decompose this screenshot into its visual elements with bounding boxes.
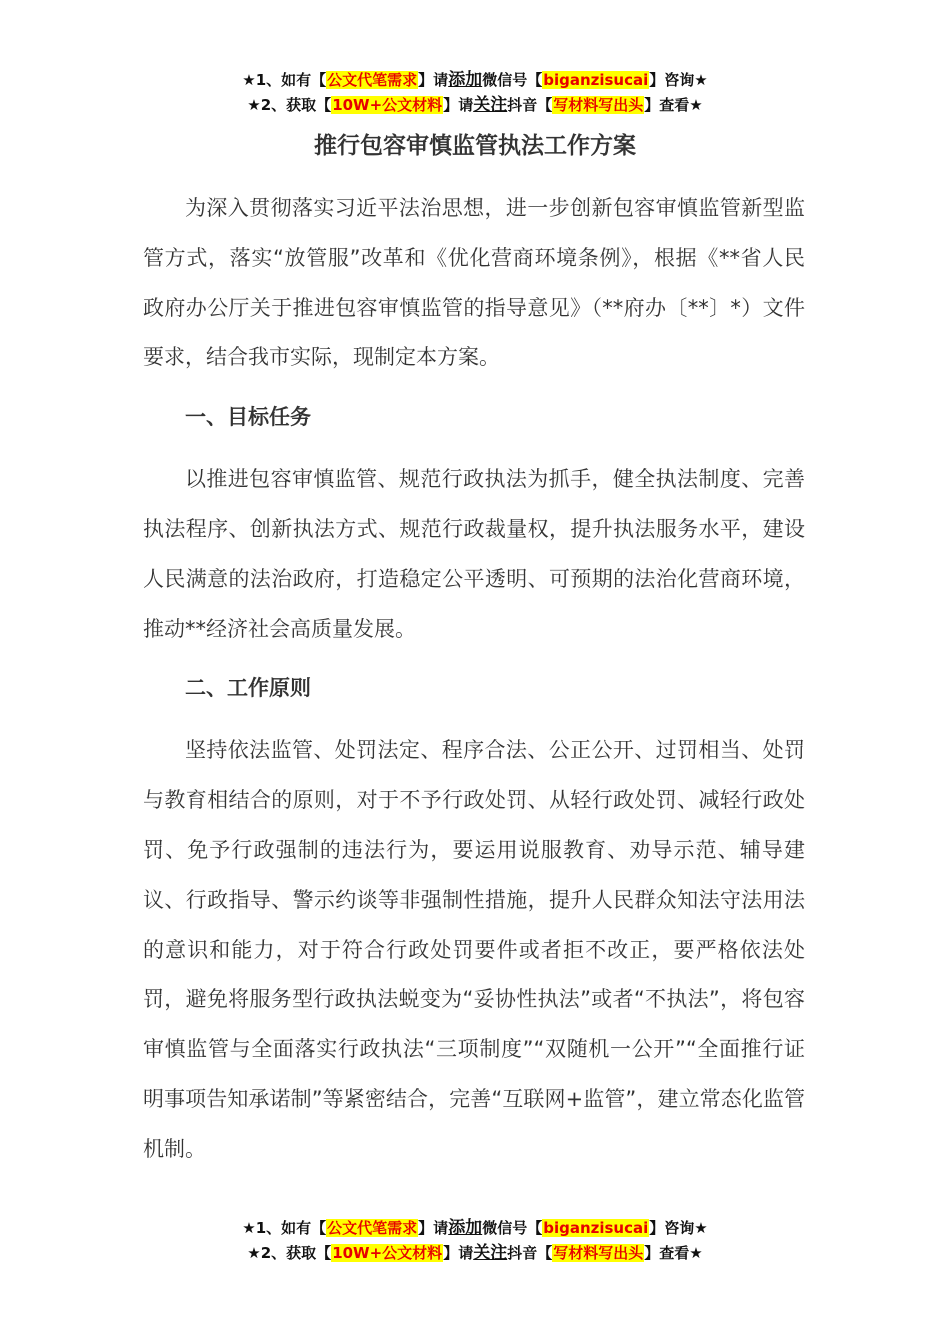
promo-line-2-mid2: 抖音【 bbox=[507, 96, 553, 114]
promo-line-2-mid2: 抖音【 bbox=[507, 1244, 553, 1262]
promo-line-1-mid: 】请 bbox=[418, 71, 449, 89]
promo-line-2 bbox=[0, 93, 950, 118]
promo-line-1-mid2: 微信号【 bbox=[482, 1219, 543, 1237]
promo-highlight-materials: 10W+公文材料 bbox=[332, 96, 443, 114]
promo-line-1-mid2: 微信号【 bbox=[482, 71, 543, 89]
promo-line-2-prefix: ★2、获取【 bbox=[247, 1244, 332, 1262]
intro-paragraph: 为深入贯彻落实习近平法治思想，进一步创新包容审慎监管新型监管方式，落实“放管服”改革和《优化营商环境条例》，根据《**省人民政府办公厅关于推进包容审慎监管的指导意见》（**府办〔**〕*）文件要求，结合我市实际，现制定本方案。 bbox=[143, 196, 805, 370]
promo-line-1 bbox=[0, 68, 950, 93]
promo-emphasis-add: 添加 bbox=[448, 70, 483, 90]
promo-line-1-mid: 】请 bbox=[418, 1219, 449, 1237]
promo-highlight-douyin: 写材料写出头 bbox=[553, 96, 644, 114]
promo-line-1-suffix: 】咨询★ bbox=[649, 1219, 708, 1237]
document-body bbox=[143, 184, 805, 1175]
section-body-goals: 以推进包容审慎监管、规范行政执法为抓手，健全执法制度、完善执法程序、创新执法方式、规范行政裁量权，提升执法服务水平，建设人民满意的法治政府，打造稳定公平透明、可预期的法治化营商环境，推动**经济社会高质量发展。 bbox=[143, 467, 805, 641]
promo-highlight-wechat-id: biganzisucai bbox=[543, 71, 649, 89]
promo-highlight-wechat-id: biganzisucai bbox=[543, 1219, 649, 1237]
promo-line-2-suffix: 】查看★ bbox=[644, 96, 703, 114]
promo-highlight-service: 公文代笔需求 bbox=[327, 71, 418, 89]
promo-line-1-bottom bbox=[0, 1216, 950, 1241]
promo-banner-top bbox=[0, 68, 950, 118]
promo-line-2-suffix: 】查看★ bbox=[644, 1244, 703, 1262]
promo-line-2-prefix: ★2、获取【 bbox=[247, 96, 332, 114]
promo-line-1-prefix: ★1、如有【 bbox=[242, 1219, 327, 1237]
promo-line-2-mid: 】请 bbox=[443, 1244, 474, 1262]
promo-line-1-suffix: 】咨询★ bbox=[649, 71, 708, 89]
promo-emphasis-follow: 关注 bbox=[473, 95, 508, 115]
promo-emphasis-follow: 关注 bbox=[473, 1243, 508, 1263]
promo-line-2-mid: 】请 bbox=[443, 96, 474, 114]
promo-line-2-bottom bbox=[0, 1241, 950, 1266]
promo-emphasis-add: 添加 bbox=[448, 1218, 483, 1238]
section-body-principles: 坚持依法监管、处罚法定、程序合法、公正公开、过罚相当、处罚与教育相结合的原则，对于不予行政处罚、从轻行政处罚、减轻行政处罚、免予行政强制的违法行为，要运用说服教育、劝导示范、辅导建议、行政指导、警示约谈等非强制性措施，提升人民群众知法守法用法的意识和能力，对于符合行政处罚要件或者拒不改正，要严格依法处罚，避免将服务型行政执法蜕变为“妥协性执法”或者“不执法”，将包容审慎监管与全面落实行政执法“三项制度”“双随机一公开”“全面推行证明事项告知承诺制”等紧密结合，完善“互联网+监管”，建立常态化监管机制。 bbox=[143, 738, 805, 1161]
promo-line-1-prefix: ★1、如有【 bbox=[242, 71, 327, 89]
promo-banner-bottom bbox=[0, 1216, 950, 1266]
promo-highlight-service: 公文代笔需求 bbox=[327, 1219, 418, 1237]
promo-highlight-douyin: 写材料写出头 bbox=[553, 1244, 644, 1262]
document-title: 推行包容审慎监管执法工作方案 bbox=[314, 133, 636, 159]
section-heading-principles: 二、工作原则 bbox=[185, 676, 311, 701]
section-heading-goals: 一、目标任务 bbox=[185, 405, 311, 430]
promo-highlight-materials: 10W+公文材料 bbox=[332, 1244, 443, 1262]
